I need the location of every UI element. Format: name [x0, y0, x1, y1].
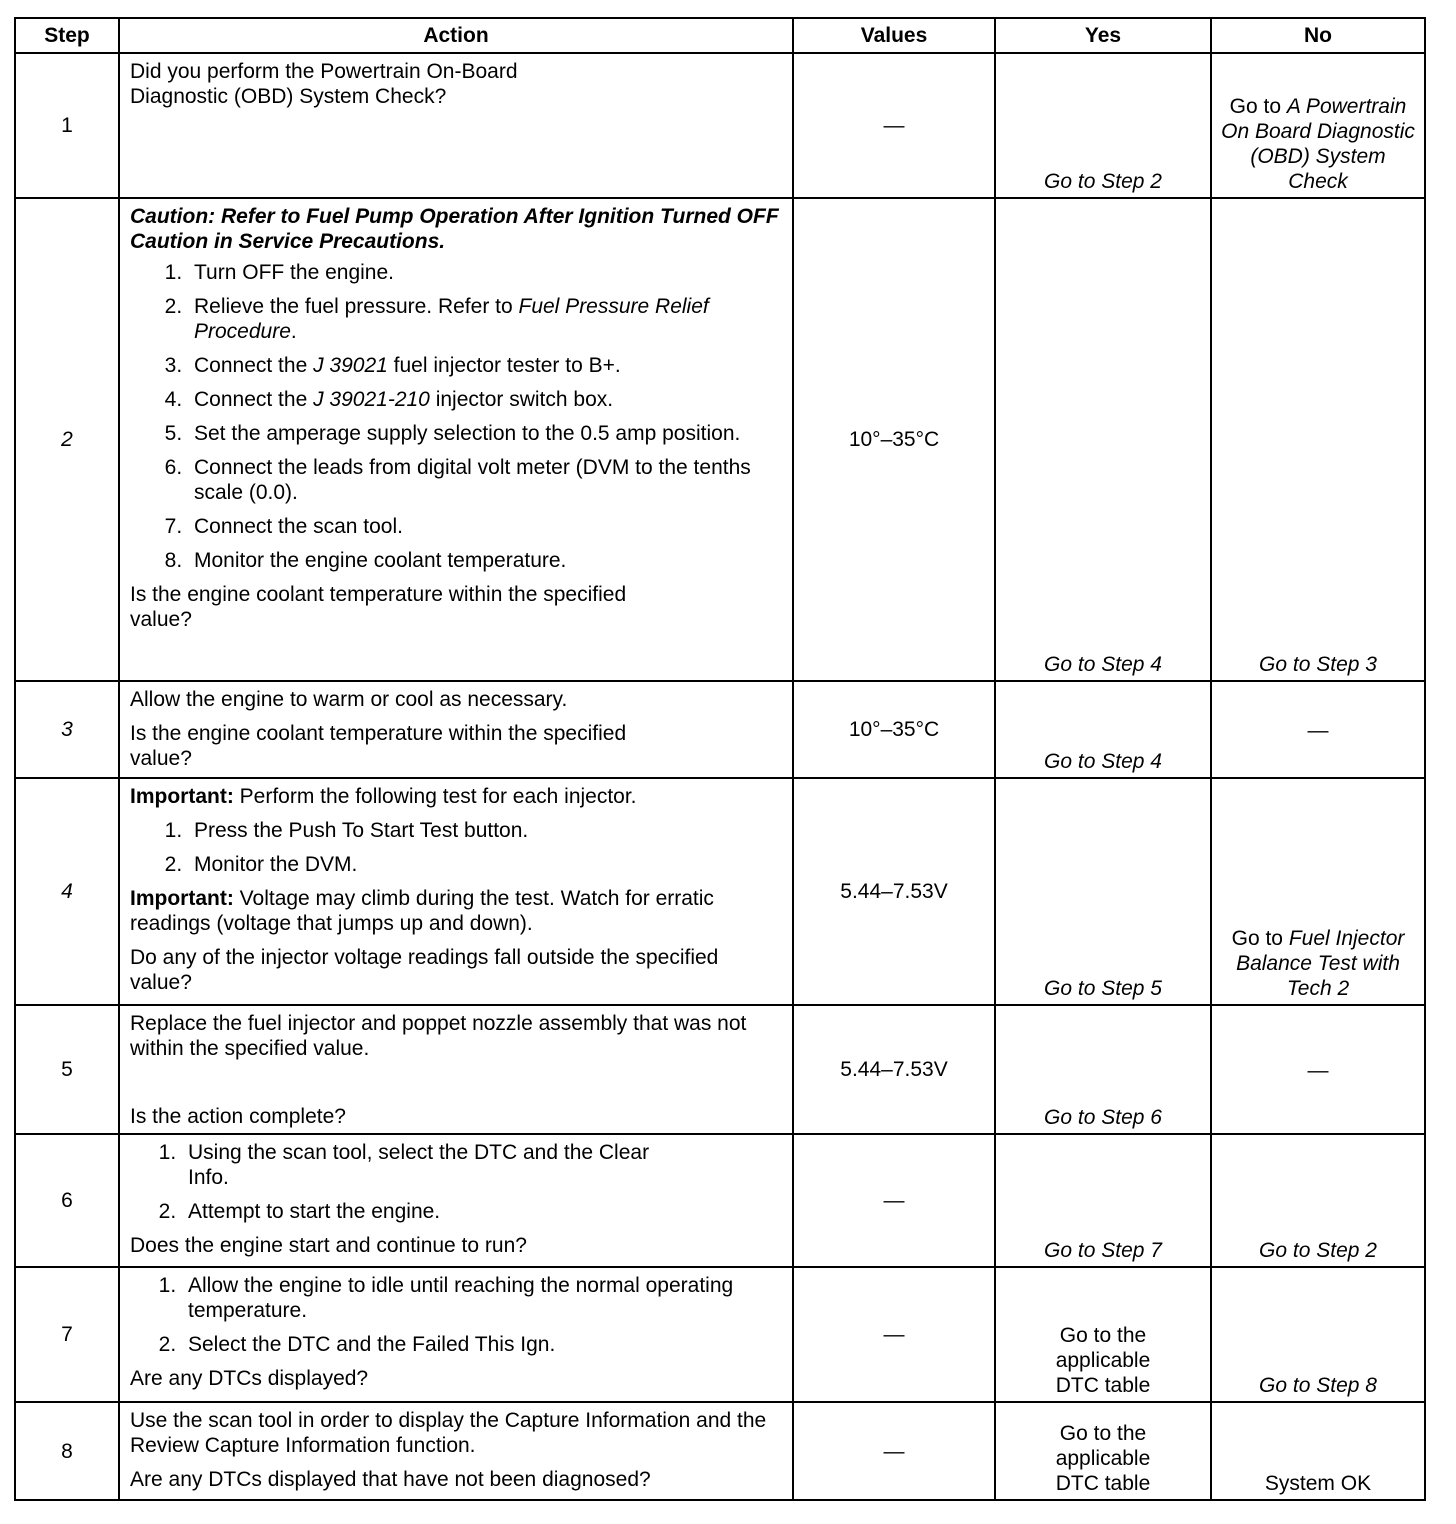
yes-link[interactable]: Go to Step 4: [1044, 653, 1162, 676]
header-yes: Yes: [995, 18, 1211, 53]
yes-link[interactable]: Go to the applicable DTC table: [1055, 1422, 1151, 1495]
action-cell: [119, 681, 793, 778]
step-number: 1: [61, 114, 73, 137]
table-row: [15, 778, 1425, 1005]
no-prefix: Go to: [1231, 927, 1289, 950]
table-row: [15, 53, 1425, 198]
header-row: [15, 18, 1425, 53]
no-link: System OK: [1264, 1472, 1372, 1495]
important-note: [130, 784, 782, 809]
no-cell: [1211, 1402, 1425, 1500]
no-link[interactable]: Go to Step 2: [1259, 1239, 1377, 1262]
table-row: [15, 1134, 1425, 1267]
action-question: Do any of the injector voltage readings fall outside the specified value?: [130, 946, 719, 994]
list-item: 2. Attempt to start the engine.: [182, 1199, 672, 1224]
step-cell: [15, 198, 119, 681]
value-cell: 10°–35°C: [793, 198, 995, 681]
no-cell: —: [1211, 681, 1425, 778]
no-cell: —: [1211, 1005, 1425, 1134]
procedure-list: [130, 1140, 782, 1224]
yes-link[interactable]: Go to the applicable DTC table: [1055, 1324, 1151, 1397]
yes-link[interactable]: Go to Step 2: [1044, 170, 1162, 193]
step-cell: [15, 1402, 119, 1500]
yes-cell: [995, 1005, 1211, 1134]
procedure-list: [130, 1273, 782, 1357]
action-question: Is the engine coolant temperature within the specified value?: [130, 722, 627, 770]
action-question: Does the engine start and continue to run?: [130, 1234, 527, 1257]
yes-link[interactable]: Go to Step 6: [1044, 1106, 1162, 1129]
value-cell: 10°–35°C: [793, 681, 995, 778]
list-item: 1. Press the Push To Start Test button.: [188, 818, 782, 843]
important-note: [130, 886, 782, 936]
no-cell: [1211, 1134, 1425, 1267]
no-cell: [1211, 53, 1425, 198]
action-question: Is the engine coolant temperature within the specified value?: [130, 583, 627, 631]
yes-link[interactable]: Go to Step 7: [1044, 1239, 1162, 1262]
yes-cell: [995, 778, 1211, 1005]
action-instruction: Use the scan tool in order to display the Capture Information and the Review Capture Information function.: [130, 1409, 767, 1457]
important-label: Important:: [130, 785, 234, 808]
procedure-list: [130, 818, 782, 877]
value-cell: —: [793, 1267, 995, 1402]
tool-reference: J 39021: [313, 354, 388, 377]
no-link[interactable]: A Powertrain On Board Diagnostic (OBD) System Check: [1221, 95, 1415, 193]
action-cell: [119, 1134, 793, 1267]
step-number: 4: [61, 880, 73, 903]
value-cell: —: [793, 1134, 995, 1267]
table-row: [15, 681, 1425, 778]
action-cell: [119, 1005, 793, 1134]
no-cell: [1211, 1267, 1425, 1402]
important-text: Voltage may climb during the test. Watch for erratic readings (voltage that jumps up and down).: [130, 887, 714, 935]
yes-cell: [995, 1134, 1211, 1267]
header-no: No: [1211, 18, 1425, 53]
no-link[interactable]: Fuel Injector Balance Test with Tech 2: [1236, 927, 1405, 1000]
step-number: 5: [61, 1058, 73, 1081]
list-item: 4. Connect the J 39021-210 injector switch box.: [188, 387, 782, 412]
step-number: 2: [61, 428, 73, 451]
yes-link[interactable]: Go to Step 5: [1044, 977, 1162, 1000]
diagnostic-table: [14, 17, 1426, 1501]
action-cell: [119, 1267, 793, 1402]
action-question: Are any DTCs displayed?: [130, 1367, 369, 1390]
header-step: Step: [15, 18, 119, 53]
yes-cell: [995, 1402, 1211, 1500]
step-cell: [15, 681, 119, 778]
list-item: 2. Select the DTC and the Failed This Ign.: [182, 1332, 782, 1357]
list-item: 5. Set the amperage supply selection to the 0.5 amp position.: [188, 421, 782, 446]
step-cell: [15, 53, 119, 198]
action-question: Is the action complete?: [130, 1105, 346, 1128]
no-cell: [1211, 778, 1425, 1005]
action-question: Are any DTCs displayed that have not been diagnosed?: [130, 1468, 651, 1491]
tool-reference: J 39021-210: [313, 388, 430, 411]
yes-cell: [995, 198, 1211, 681]
no-prefix: Go to: [1229, 95, 1287, 118]
step-number: 3: [61, 718, 73, 741]
list-item: 3. Connect the J 39021 fuel injector tester to B+.: [188, 353, 782, 378]
action-instruction: Allow the engine to warm or cool as necessary.: [130, 688, 568, 711]
step-cell: [15, 1267, 119, 1402]
table-row: [15, 1267, 1425, 1402]
yes-cell: [995, 53, 1211, 198]
step-number: 8: [61, 1439, 73, 1463]
header-action: Action: [119, 18, 793, 53]
step-cell: [15, 1005, 119, 1134]
action-cell: [119, 778, 793, 1005]
table-row: [15, 1005, 1425, 1134]
yes-link[interactable]: Go to Step 4: [1044, 750, 1162, 773]
yes-cell: [995, 681, 1211, 778]
list-item: 6. Connect the leads from digital volt meter (DVM to the tenths scale (0.0).: [188, 455, 782, 505]
caution-text: Caution: Refer to Fuel Pump Operation After Ignition Turned OFF Caution in: [130, 205, 779, 253]
procedure-list: [130, 260, 782, 573]
procedure-reference[interactable]: Fuel Pressure Relief Procedure: [194, 295, 709, 343]
list-item: 2. Monitor the DVM.: [188, 852, 782, 877]
value-cell: 5.44–7.53V: [793, 1005, 995, 1134]
step-cell: [15, 1134, 119, 1267]
action-instruction: Replace the fuel injector and poppet nozzle assembly that was not within the specified value.: [130, 1012, 747, 1060]
yes-cell: [995, 1267, 1211, 1402]
action-cell: [119, 53, 793, 198]
action-question: Did you perform the Powertrain On-Board Diagnostic (OBD) System Check?: [130, 60, 518, 108]
list-item: 1. Turn OFF the engine.: [188, 260, 782, 285]
list-item: 2. Relieve the fuel pressure. Refer to Fuel Pressure Relief Procedure.: [188, 294, 782, 344]
table-row: [15, 198, 1425, 681]
value-cell: 5.44–7.53V: [793, 778, 995, 1005]
caution-reference[interactable]: Service Precautions.: [238, 230, 446, 253]
list-item: 1. Allow the engine to idle until reaching the normal operating temperature.: [182, 1273, 782, 1323]
step-number: 6: [61, 1189, 73, 1212]
list-item: 1. Using the scan tool, select the DTC and the Clear Info.: [182, 1140, 672, 1190]
action-cell: [119, 198, 793, 681]
table-row: [15, 1402, 1425, 1500]
step-number: 7: [61, 1323, 73, 1346]
no-link[interactable]: Go to Step 3: [1259, 653, 1377, 676]
list-item: 7. Connect the scan tool.: [188, 514, 782, 539]
value-cell: —: [793, 53, 995, 198]
important-text: Perform the following test for each injector.: [233, 785, 637, 808]
step-cell: [15, 778, 119, 1005]
value-cell: —: [793, 1402, 995, 1500]
list-item: 8. Monitor the engine coolant temperature.: [188, 548, 782, 573]
action-cell: [119, 1402, 793, 1500]
header-values: Values: [793, 18, 995, 53]
no-cell: [1211, 198, 1425, 681]
caution-note: [130, 204, 782, 254]
important-label: Important:: [130, 887, 234, 910]
no-link[interactable]: Go to Step 8: [1259, 1374, 1377, 1397]
